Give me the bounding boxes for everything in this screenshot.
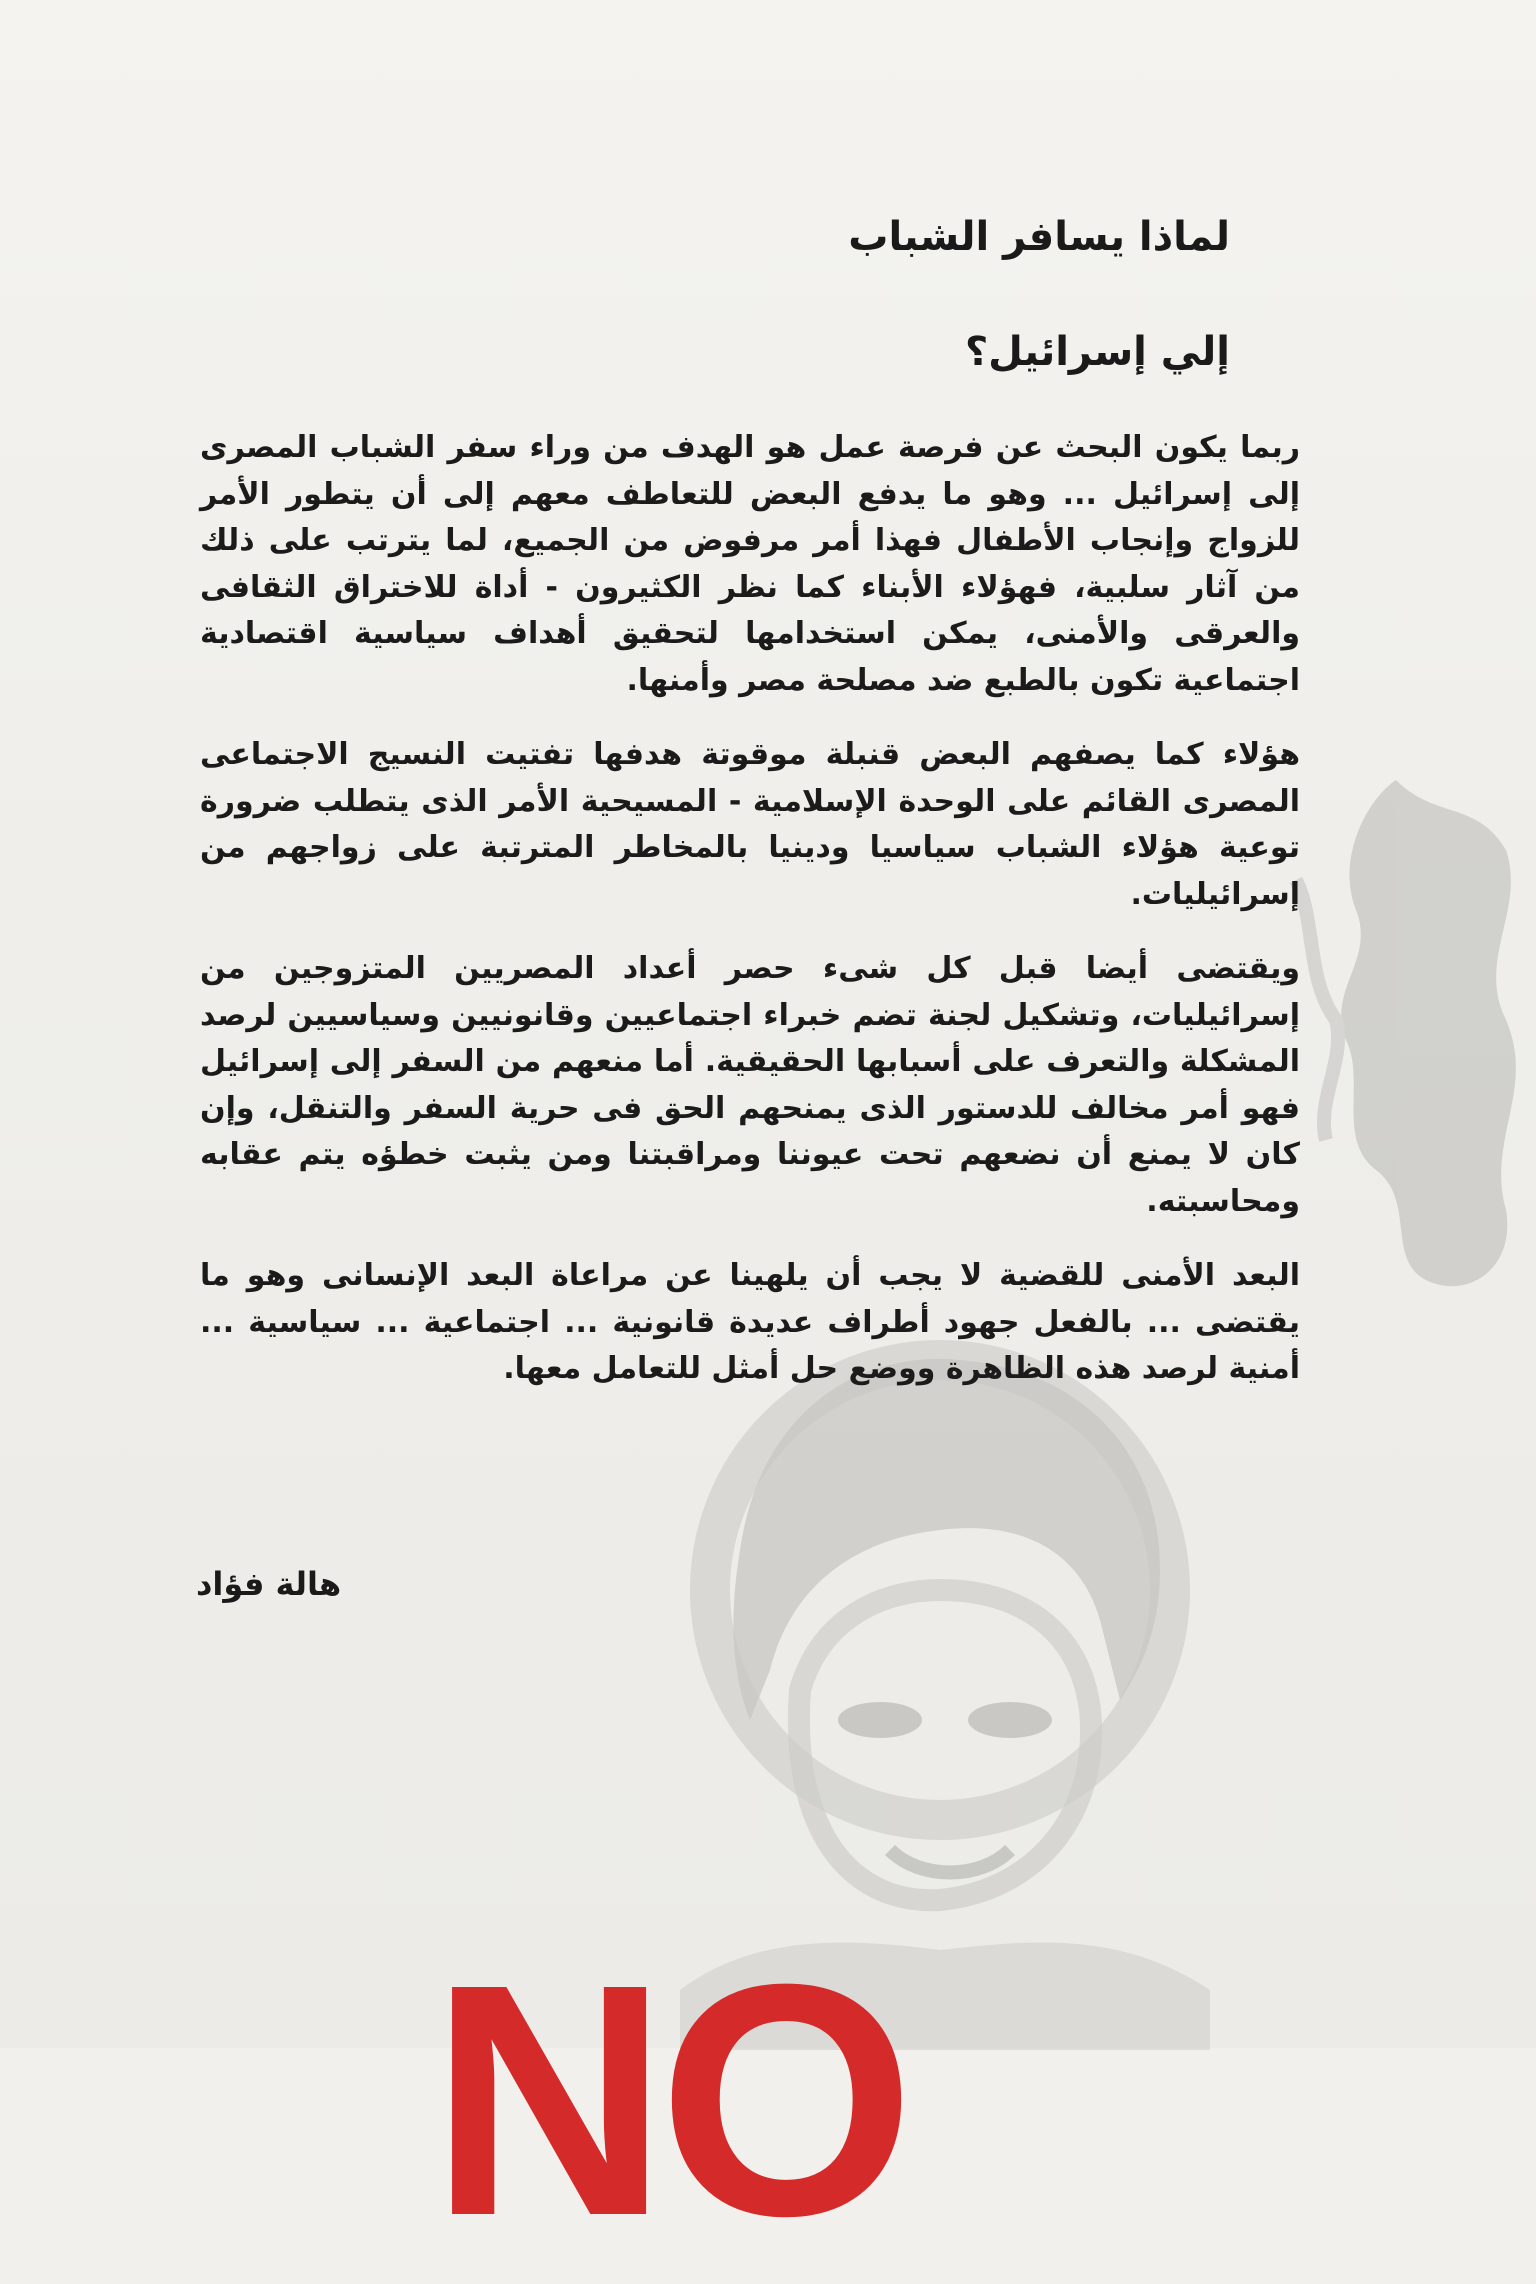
paragraph-4: البعد الأمنى للقضية لا يجب أن يلهينا عن مراعاة البعد الإنسانى وهو ما يقتضى ... بالفعل جهود أطراف عديدة قانونية ... اجتماعية ... سياسية ... أمنية لرصد هذه الظاهرة ووضع حل أمثل للتعامل معها.	[200, 1258, 1300, 1386]
article-body	[200, 425, 1300, 1421]
paragraph-1: ربما يكون البحث عن فرصة عمل هو الهدف من وراء سفر الشباب المصرى إلى إسرائيل ... وهو ما يدفع البعض للتعاطف معهم إلى أن يتطور الأمر للزواج وإنجاب الأطفال فهذا أمر مرفوض من الجميع، لما يترتب على ذلك من آثار سلبية، فهؤلاء الأبناء كما نظر الكثيرون - أداة للاختراق الثقافى والعرقى والأمنى، يمكن استخدامها لتحقيق أهداف سياسية اقتصادية اجتماعية تكون بالطبع ضد مصلحة مصر وأمنها.	[200, 430, 1300, 698]
paint-splash-graphic	[1276, 760, 1536, 1320]
paragraph-3: ويقتضى أيضا قبل كل شىء حصر أعداد المصريين المتزوجين من إسرائيليات، وتشكيل لجنة تضم خبراء اجتماعيين وقانونيين وسياسيين لرصد المشكلة والتعرف على أسبابها الحقيقية. أما منعهم من السفر إلى إسرائيل فهو أمر مخالف للدستور الذى يمنحهم الحق فى حرية السفر والتنقل، وإن كان لا يمنع أن نضعهم تحت عيوننا ومراقبتنا ومن يثبت خطؤه يتم عقابه ومحاسبته.	[200, 951, 1300, 1219]
no-logo: NO	[430, 1915, 905, 2284]
paragraph-2: هؤلاء كما يصفهم البعض قنبلة موقوتة هدفها تفتيت النسيج الاجتماعى المصرى القائم على الوحدة الإسلامية - المسيحية الأمر الذى يتطلب ضرورة توعية هؤلاء الشباب سياسيا ودينيا بالمخاطر المترتبة على زواجهم من إسرائيليات.	[200, 737, 1300, 912]
author-signature: هالة فؤاد	[196, 1565, 342, 1603]
article-title	[848, 180, 1230, 410]
title-line-1: لماذا يسافر الشباب	[848, 214, 1230, 260]
title-line-2: إلي إسرائيل؟	[964, 329, 1230, 375]
